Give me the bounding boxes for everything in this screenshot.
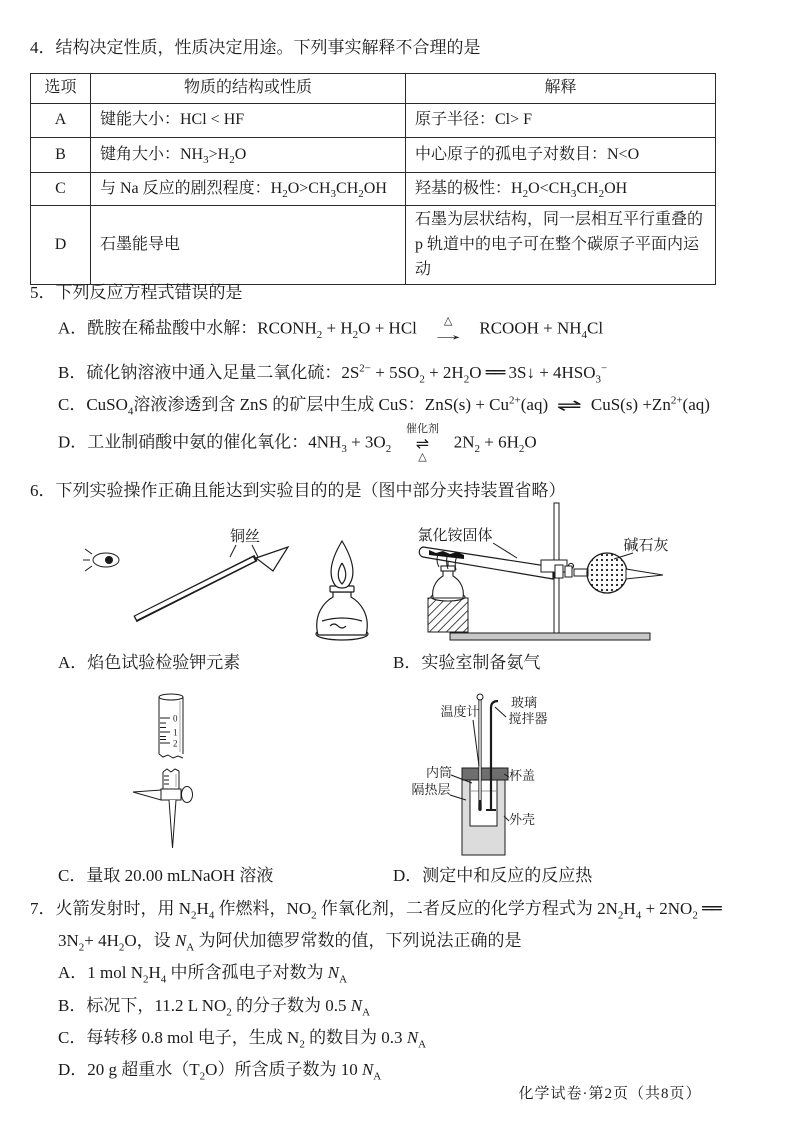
q5-option-b: B．硫化钠溶液中通入足量二氧化硫：$2S^{2-} + 5SO_2 + 2H_2O$ ══ 3S↓ + $4HSO_3^-$: [58, 362, 608, 386]
copper-wire-label: 铜丝: [229, 529, 261, 545]
alcohol-lamp: [431, 558, 465, 601]
row-property: 键角大小：$NH_3>H_2O$: [91, 138, 406, 173]
col-header-property: 物质的结构或性质: [91, 74, 406, 104]
flame: [331, 541, 353, 588]
q7-stem-line1: 7．火箭发射时，用 $N_2H_4$ 作燃料，$NO_2$ 作氧化剂，二者反应的化学方程式为 $2N_2H_4 + 2NO_2$ ══: [30, 899, 721, 922]
q7-option-a: A．1 mol $N_2H_4$ 中所含孤电子对数为 $N_A$: [58, 963, 348, 986]
q5-option-c: C．CuSO$_4$溶液渗透到含 ZnS 的矿层中生成 CuS：$ZnS(s) + Cu^{2+}(aq)$ ⇌ $CuS(s) +Zn^{2+}(aq)$: [58, 394, 710, 418]
q6-option-c: C．量取 20.00 mLNaOH 溶液: [58, 866, 274, 885]
diagram-calorimeter: [400, 690, 680, 870]
q7-option-b: B．标况下，11.2 L $NO_2$ 的分子数为 0.5 $N_A$: [58, 996, 371, 1019]
inner-cup-label: 内筒: [425, 765, 453, 780]
leader-line: [495, 707, 506, 717]
row-property: 与 Na 反应的剧烈程度：$H_2O>CH_3CH_2OH$: [91, 173, 406, 206]
support-blocks: [428, 598, 468, 632]
leader-line: [493, 543, 517, 558]
diagram-burette: [130, 692, 220, 857]
test-tube: [419, 547, 553, 579]
burette-tick-1: 1: [173, 727, 178, 738]
q7-option-d: D．20 g 超重水$(T_2O)$所含质子数为 10 $N_A$: [58, 1060, 382, 1083]
burette-upper-section: [159, 694, 183, 758]
inner-cup: [470, 780, 497, 826]
row-explanation: 石墨为层状结构，同一层相互平行重叠的 p 轨道中的电子可在整个碳原子平面内运动: [406, 206, 716, 285]
q6-option-b: B．实验室制备氨气: [393, 653, 541, 672]
col-header-option: 选项: [31, 74, 91, 104]
leader-line: [473, 720, 479, 766]
q7-option-c: C．每转移 0.8 mol 电子，生成 $N_2$ 的数目为 0.3 $N_A$: [58, 1028, 427, 1051]
row-option: C: [31, 173, 91, 206]
stirrer-label-line2: 搅拌器: [508, 711, 548, 726]
row-property: 键能大小：HCl < HF: [91, 104, 406, 138]
thermometer-label: 温度计: [440, 704, 480, 719]
row-explanation: 中心原子的孤电子对数目：N<O: [406, 138, 716, 173]
table-row: [31, 138, 716, 173]
q4-stem: 4．结构决定性质，性质决定用途。下列事实解释不合理的是: [30, 38, 481, 57]
insulation-label: 隔热层: [411, 782, 451, 797]
burette-tick-2: 2: [173, 738, 178, 749]
table-header-row: [31, 74, 716, 104]
row-option: A: [31, 104, 91, 138]
q6-stem: 6．下列实验操作正确且能达到实验目的的是（图中部分夹持装置省略）: [30, 481, 566, 500]
page-footer: 化学试卷·第2页（共8页）: [518, 1086, 702, 1102]
row-option: B: [31, 138, 91, 173]
alcohol-lamp: [316, 541, 368, 640]
connector-joint: [555, 565, 588, 578]
row-explanation: 原子半径：Cl> F: [406, 104, 716, 138]
q6-option-d: D．测定中和反应的反应热: [393, 866, 593, 885]
soda-lime-label: 碱石灰: [623, 538, 669, 554]
shell-label: 外壳: [508, 812, 536, 827]
stopcock: [133, 787, 193, 803]
ammonium-chloride-label: 氯化铵固体: [417, 528, 493, 544]
row-property: 石墨能导电: [91, 206, 406, 285]
table-row: [31, 206, 716, 285]
eye-icon: [83, 549, 119, 571]
q5-stem: 5．下列反应方程式错误的是: [30, 283, 243, 302]
table-row: [31, 173, 716, 206]
outlet-tip: [626, 569, 663, 579]
col-header-explanation: 解释: [406, 74, 716, 104]
soda-lime-bulb: [587, 553, 627, 593]
stirrer-label-line1: 玻璃: [510, 695, 538, 710]
table-row: [31, 104, 716, 138]
lid-label: 杯盖: [508, 768, 536, 783]
q5-option-a: A．酰胺在稀盐酸中水解：$RCONH_2 + H_2O$ + HCl △ → RCOOH + $NH_4Cl$: [58, 315, 604, 344]
burette-lower-section: [163, 769, 179, 789]
cup-lid: [462, 768, 508, 780]
row-explanation: 羟基的极性：$H_2O<CH_3CH_2OH$: [406, 173, 716, 206]
q4-table: [30, 73, 716, 285]
copper-wire: [135, 547, 288, 619]
q5-option-d: D．工业制硝酸中氨的催化氧化：$4NH_3 + 3O_2$ 催化剂 ⇌ △ $2N_2 + 6H_2O$: [58, 423, 537, 464]
burette-tip: [169, 800, 176, 848]
burette-tick-0: 0: [173, 713, 178, 724]
q6-option-a: A．焰色试验检验钾元素: [58, 653, 241, 672]
row-option: D: [31, 206, 91, 285]
diagram-flame-test: [80, 523, 400, 648]
diagram-ammonia-prep: [405, 503, 685, 643]
q7-stem-line2: $3N_2+ 4H_2O$，设 $N_A$ 为阿伏加德罗常数的值，下列说法正确的是: [58, 931, 522, 954]
